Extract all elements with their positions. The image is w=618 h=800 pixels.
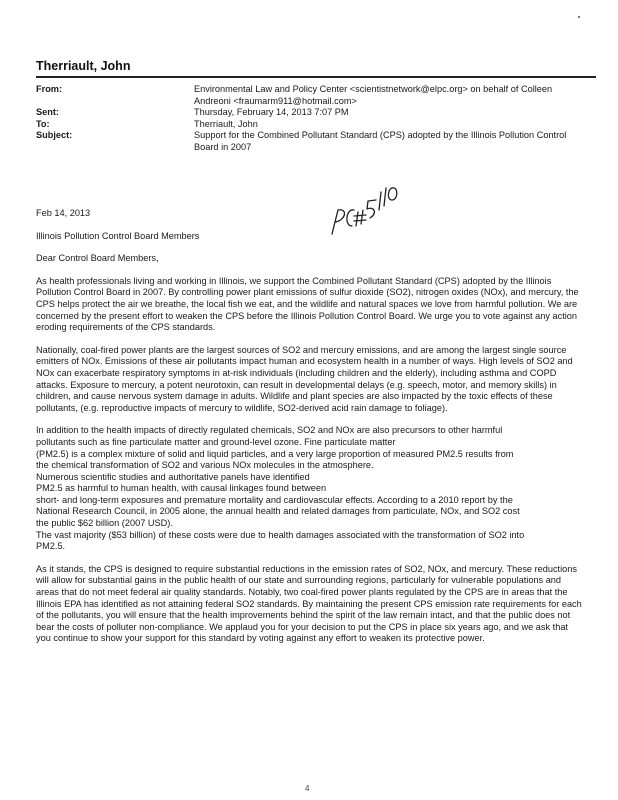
subject-row bbox=[36, 130, 596, 153]
to-label: To: bbox=[36, 118, 50, 129]
paragraph-3-line: National Research Council, in 2005 alone, the annual health and related damages from particulate, NOx, and SO2 cost bbox=[36, 506, 520, 517]
sent-value: Thursday, February 14, 2013 7:07 PM bbox=[194, 107, 349, 118]
letter-body bbox=[36, 208, 584, 656]
page-number: 4 bbox=[305, 784, 310, 793]
sent-label: Sent: bbox=[36, 107, 59, 118]
email-header bbox=[36, 84, 596, 154]
recipient-name-heading: Therriault, John bbox=[36, 59, 131, 73]
paragraph-3-line: Numerous scientific studies and authoritative panels have identified bbox=[36, 471, 310, 482]
paragraph-1: As health professionals living and working in Illinois, we support the Combined Pollutant Standard (CPS) adopted by the Illinois Pollution Control Board in 2007. By controlling power plant emissions of sulfur dioxide (SO2), nitrogen oxides (NOx), and mercury, the CPS helps protect the air we breathe, the local fish we eat, and the wildlife and natural spaces we love from harmful pollution. We are concerned by the present effort to weaken the CPS before the Illinois Pollution Control Board. We urge you to vote against any action eroding requirements of the CPS standards. bbox=[36, 275, 579, 333]
letter-salutation: Dear Control Board Members, bbox=[36, 253, 159, 264]
paragraph-3-line: the chemical transformation of SO2 and various NOx molecules in the atmosphere. bbox=[36, 460, 374, 471]
paragraph-3-line: PM2.5. bbox=[36, 541, 66, 552]
sent-row bbox=[36, 107, 596, 119]
scan-speck bbox=[578, 16, 580, 18]
subject-value: Support for the Combined Pollutant Standard (CPS) adopted by the Illinois Pollution Control Board in 2007 bbox=[194, 130, 567, 152]
subject-label: Subject: bbox=[36, 130, 73, 141]
paragraph-3-line: the public $62 billion (2007 USD). bbox=[36, 518, 173, 529]
paragraph-3-line: short- and long-term exposures and premature mortality and cardiovascular effects. According to a 2010 report by the bbox=[36, 494, 513, 505]
paragraph-3-line: In addition to the health impacts of directly regulated chemicals, SO2 and NOx are also precursors to other harmful bbox=[36, 425, 503, 436]
paragraph-3-line: (PM2.5) is a complex mixture of solid and liquid particles, and a very large proportion of measured PM2.5 results from bbox=[36, 448, 514, 459]
paragraph-3 bbox=[36, 425, 584, 553]
to-value: Therriault, John bbox=[194, 118, 258, 129]
from-value: Environmental Law and Policy Center <scientistnetwork@elpc.org> on behalf of Colleen Andreoni <fraumarm911@hotmail.com> bbox=[194, 84, 553, 106]
paragraph-4: As it stands, the CPS is designed to require substantial reductions in the emission rates of SO2, NOx, and mercury. These reductions will allow for substantial gains in the public health of our state and surrounding regions, particularly for vulnerable populations and areas that do not meet federal air quality standards. Notably, two coal-fired power plants regulated by the CPS are in areas that the Illinois EPA has identified as not attaining federal SO2 standards. By maintaining the present CPS emission rate requirements for each of the pollutants, you will ensure that the health improvements behind the spirit of the law remain intact, and that the public does not bear the costs of polluter non-compliance. We applaud you for your decision to put the CPS in place six years ago, and we ask that you continue to show your support for this standard by voting against any effort to weaken its protective power. bbox=[36, 563, 582, 644]
paragraph-2: Nationally, coal-fired power plants are the largest sources of SO2 and mercury emissions, and are among the largest single source emitters of NOx. Emissions of these air pollutants impact human and ecosystem health in a number of ways. High levels of SO2 and NOx can exacerbate respiratory symptoms in at-risk individuals (including children and the elderly), including asthma and COPD attacks. Exposure to mercury, a potent neurotoxin, can result in developmental delays (e.g. speech, motor, and memory skills) in children, and cause nervous system damage in adults. Wildlife and plant species are also impacted by the toxic effects of these pollutants, (e.g. reproductive impacts of mercury to wildlife, SO2-derived acid rain damage to foliage). bbox=[36, 344, 573, 413]
letter-recipient: Illinois Pollution Control Board Members bbox=[36, 230, 200, 241]
paragraph-3-line: The vast majority ($53 billion) of these costs were due to health damages associated with the transformation of SO2 into bbox=[36, 529, 525, 540]
from-label: From: bbox=[36, 84, 63, 94]
to-row bbox=[36, 119, 596, 131]
letter-date: Feb 14, 2013 bbox=[36, 208, 91, 218]
header-rule bbox=[36, 76, 596, 78]
paragraph-3-line: pollutants such as fine particulate matter and ground-level ozone. Fine particulate matter bbox=[36, 436, 396, 447]
from-row bbox=[36, 84, 596, 107]
paragraph-3-line: PM2.5 as harmful to human health, with causal linkages found between bbox=[36, 483, 327, 494]
